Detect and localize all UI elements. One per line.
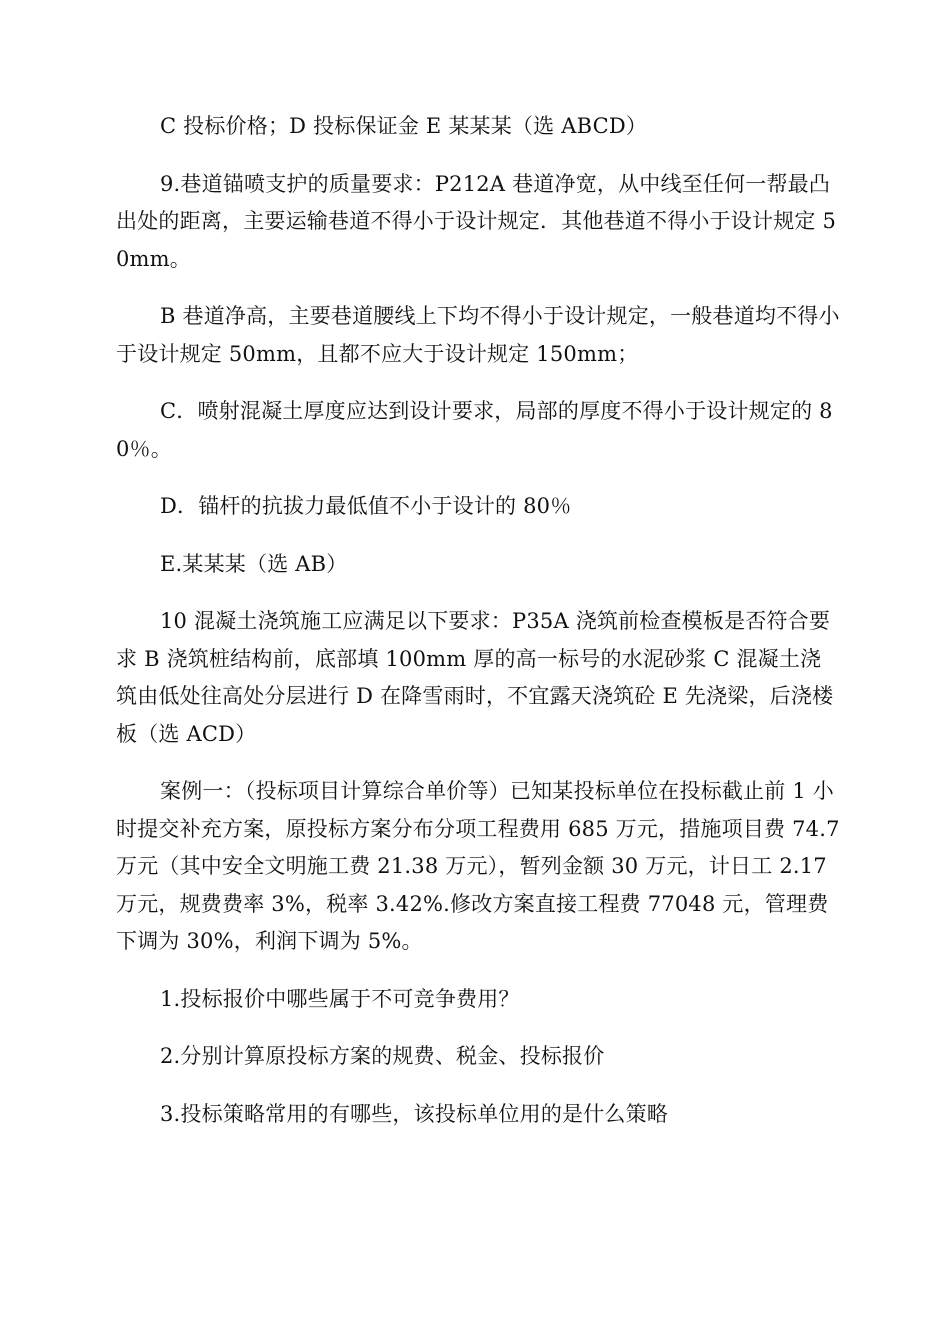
paragraph-q9-roadway-width: 9.巷道锚喷支护的质量要求：P212A 巷道净宽，从中线至任何一帮最凸出处的距离，主要运输巷道不得小于设计规定．其他巷道不得小于设计规定 50mm。: [116, 171, 837, 271]
paragraph-q9-anchor-pullout: D．锚杆的抗拔力最低值不小于设计的 80％: [160, 494, 572, 518]
paragraph-q9-answer: E.某某某（选 AB）: [160, 551, 348, 576]
paragraph-case-one: 案例一：（投标项目计算综合单价等）已知某投标单位在投标截止前 1 小时提交补充方案，原投标方案分布分项工程费用 685 万元，措施项目费 74.7 万元（其中安全文明施工费 21.38 万元），暂列金额 30 万元，计日工 2.17 万元，规费费率 3%，税率 3.42%.修改方案直接工程费 77048 元，管理费下调为 30%，利润下调为 5%。: [116, 779, 840, 953]
paragraph-q9-roadway-height: B 巷道净高，主要巷道腰线上下均不得小于设计规定，一般巷道均不得小于设计规定 50mm，且都不应大于设计规定 150mm；: [116, 304, 840, 366]
paragraph-case-q2: 2.分别计算原投标方案的规费、税金、投标报价: [160, 1044, 605, 1068]
paragraph-case-q1: 1.投标报价中哪些属于不可竞争费用？: [160, 986, 520, 1011]
paragraph-q9-shotcrete-thickness: C．喷射混凝土厚度应达到设计要求，局部的厚度不得小于设计规定的 80％。: [116, 399, 833, 461]
paragraph-case-q3: 3.投标策略常用的有哪些，该投标单位用的是什么策略: [160, 1101, 669, 1126]
paragraph-bid-items: C 投标价格；D 投标保证金 E 某某某（选 ABCD）: [160, 114, 648, 138]
document-body: [116, 108, 840, 1133]
paragraph-q10-concrete-pouring: 10 混凝土浇筑施工应满足以下要求：P35A 浇筑前检查模板是否符合要求 B 浇筑桩结构前，底部填 100mm 厚的高一标号的水泥砂浆 C 混凝土浇筑由低处往高处分层进行 D 在降雪雨时，不宜露天浇筑砼 E 先浇梁，后浇楼板（选 ACD）: [116, 609, 834, 746]
